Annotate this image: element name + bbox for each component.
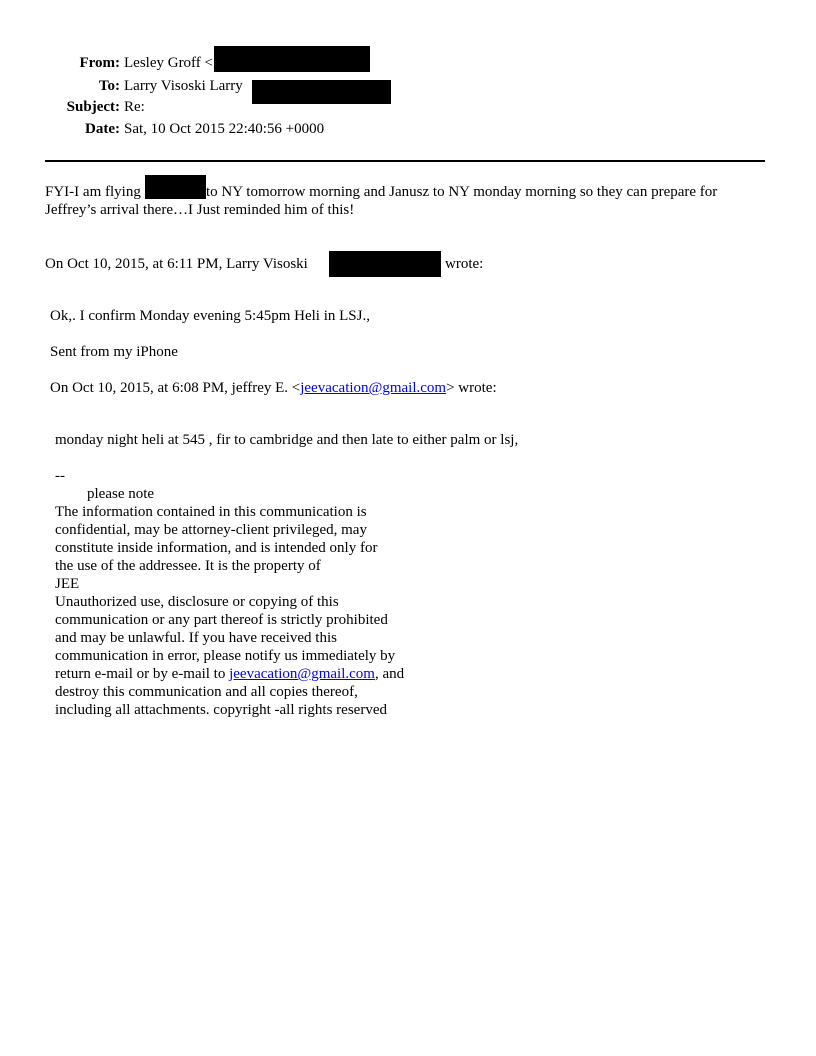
signature-please-note: please note: [87, 486, 155, 502]
to-value: Larry Visoski Larry: [124, 78, 243, 94]
quote2-attribution-start: On Oct 10, 2015, at 6:08 PM, jeffrey E. <: [50, 380, 301, 396]
signature-line: and may be unlawful. If you have received this: [55, 630, 337, 646]
body-line2: Jeffrey’s arrival there…I Just reminded him of this!: [45, 202, 355, 218]
signature-line: constitute inside information, and is intended only for: [55, 540, 378, 556]
signature-line: communication or any part thereof is strictly prohibited: [55, 612, 388, 628]
from-label: From:: [79, 55, 120, 71]
header-divider: [45, 160, 765, 162]
sent-from-text: Sent from my iPhone: [50, 344, 178, 360]
quote2-attribution: [50, 379, 497, 397]
signature-line: JEE: [55, 576, 80, 592]
quote2-attribution-end: > wrote:: [446, 380, 497, 396]
subject-label: Subject:: [66, 99, 120, 115]
redaction-larry-email: [329, 251, 441, 277]
body-line1-start: FYI-I am flying: [45, 184, 141, 200]
signature-email-line: [55, 665, 404, 683]
redaction-from-email: [214, 46, 370, 72]
date-label: Date:: [85, 121, 120, 137]
date-value: Sat, 10 Oct 2015 22:40:56 +0000: [124, 121, 325, 137]
body-line1-end: to NY tomorrow morning and Janusz to NY monday morning so they can prepare for: [206, 184, 718, 200]
signature-line: the use of the addressee. It is the property of: [55, 558, 321, 574]
reply2-text: monday night heli at 545 , fir to cambridge and then late to either palm or lsj,: [55, 432, 519, 448]
signature-final-line: including all attachments. copyright -all rights reserved: [55, 702, 387, 718]
signature-line: The information contained in this communication is: [55, 504, 367, 520]
signature-line: confidential, may be attorney-client privileged, may: [55, 522, 367, 538]
signature-email-line-start: return e-mail or by e-mail to: [55, 666, 226, 682]
signature-email-link[interactable]: jeevacation@gmail.com: [229, 666, 375, 682]
signature-dashes: --: [55, 468, 65, 484]
reply1-text: Ok,. I confirm Monday evening 5:45pm Heli in LSJ.,: [50, 308, 370, 324]
quote1-attribution: On Oct 10, 2015, at 6:11 PM, Larry Visoski: [45, 256, 308, 272]
to-label: To:: [98, 78, 120, 94]
signature-line: communication in error, please notify us immediately by: [55, 648, 396, 664]
from-value: Lesley Groff <: [124, 55, 213, 71]
signature-destroy-line: destroy this communication and all copies thereof,: [55, 684, 358, 700]
redaction-flying-location: [145, 175, 206, 199]
quote2-email-link[interactable]: jeevacation@gmail.com: [300, 380, 447, 396]
quote1-wrote: wrote:: [445, 256, 484, 272]
signature-email-line-end: , and: [374, 666, 405, 682]
redaction-to-email: [252, 80, 391, 104]
signature-line: Unauthorized use, disclosure or copying of this: [55, 594, 339, 610]
subject-value: Re:: [124, 99, 145, 115]
